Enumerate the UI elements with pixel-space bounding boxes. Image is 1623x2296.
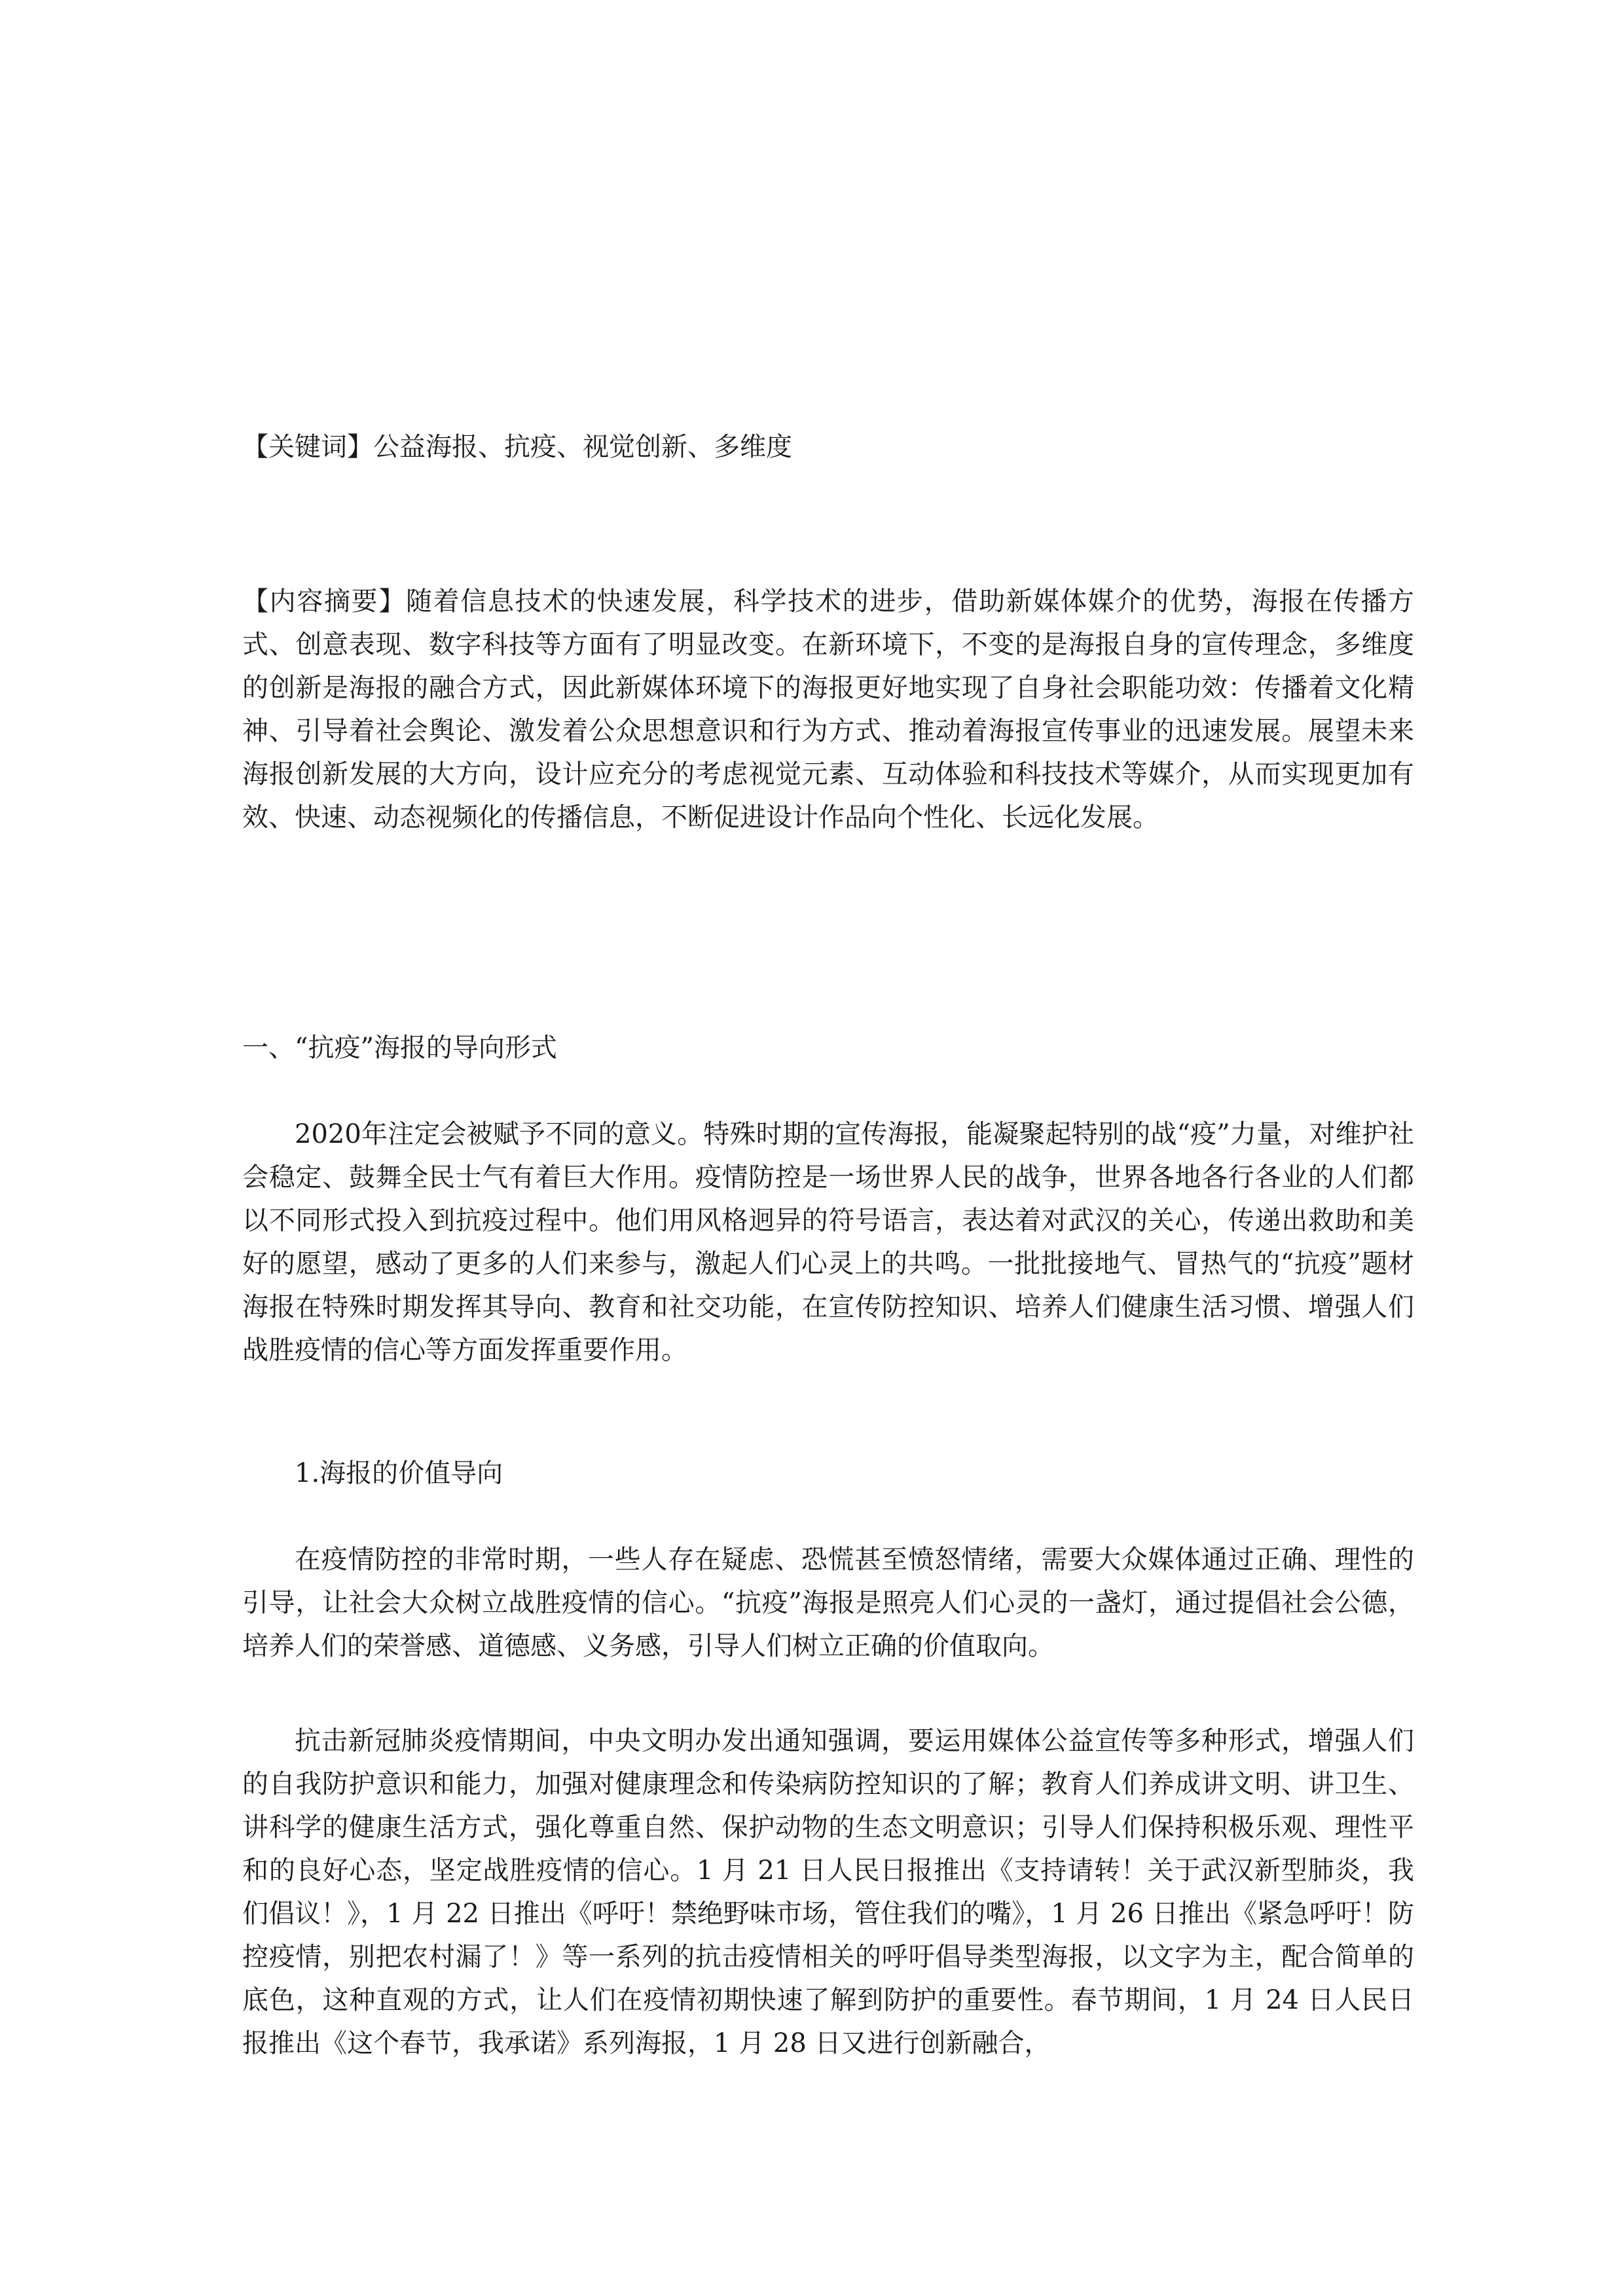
- keywords-line: 【关键词】公益海报、抗疫、视觉创新、多维度: [242, 432, 792, 462]
- abstract-paragraph: 【内容摘要】随着信息技术的快速发展，科学技术的进步，借助新媒体媒介的优势，海报在传播方式、创意表现、数字科技等方面有了明显改变。在新环境下，不变的是海报自身的宣传理念，多维度的创新是海报的融合方式，因此新媒体环境下的海报更好地实现了自身社会职能功效：传播着文化精神、引导着社会舆论、激发着公众思想意识和行为方式、推动着海报宣传事业的迅速发展。展望未来海报创新发展的大方向，设计应充分的考虑视觉元素、互动体验和科技技术等媒介，从而实现更加有效、快速、动态视频化的传播信息，不断促进设计作品向个性化、长远化发展。: [242, 586, 1414, 833]
- body-paragraph: 抗击新冠肺炎疫情期间，中央文明办发出通知强调，要运用媒体公益宣传等多种形式，增强人们的自我防护意识和能力，加强对健康理念和传染病防控知识的了解；教育人们养成讲文明、讲卫生、讲科学的健康生活方式，强化尊重自然、保护动物的生态文明意识；引导人们保持积极乐观、理性平和的良好心态，坚定战胜疫情的信心。1 月 21 日人民日报推出《支持请转！关于武汉新型肺炎，我们倡议！》，1 月 22 日推出《呼吁！禁绝野味市场，管住我们的嘴》，1 月 26 日推出《紧急呼吁！防控疫情，别把农村漏了！》等一系列的抗击疫情相关的呼吁倡导类型海报，以文字为主，配合简单的底色，这种直观的方式，让人们在疫情初期快速了解到防护的重要性。春节期间，1 月 24 日人民日报推出《这个春节，我承诺》系列海报，1 月 28 日又进行创新融合，: [242, 1726, 1414, 2058]
- section-heading: 一、“抗疫”海报的导向形式: [242, 1033, 557, 1063]
- subsection-heading: 1.海报的价值导向: [295, 1458, 503, 1488]
- body-paragraph: 在疫情防控的非常时期，一些人存在疑虑、恐慌甚至愤怒情绪，需要大众媒体通过正确、理性的引导，让社会大众树立战胜疫情的信心。“抗疫”海报是照亮人们心灵的一盏灯，通过提倡社会公德，培养人们的荣誉感、道德感、义务感，引导人们树立正确的价值取向。: [242, 1545, 1414, 1661]
- body-paragraph: 2020年注定会被赋予不同的意义。特殊时期的宣传海报，能凝聚起特别的战“疫”力量，对维护社会稳定、鼓舞全民士气有着巨大作用。疫情防控是一场世界人民的战争，世界各地各行各业的人们都以不同形式投入到抗疫过程中。他们用风格迥异的符号语言，表达着对武汉的关心，传递出救助和美好的愿望，感动了更多的人们来参与，激起人们心灵上的共鸣。一批批接地气、冒热气的“抗疫”题材海报在特殊时期发挥其导向、教育和社交功能，在宣传防控知识、培养人们健康生活习惯、增强人们战胜疫情的信心等方面发挥重要作用。: [242, 1119, 1414, 1365]
